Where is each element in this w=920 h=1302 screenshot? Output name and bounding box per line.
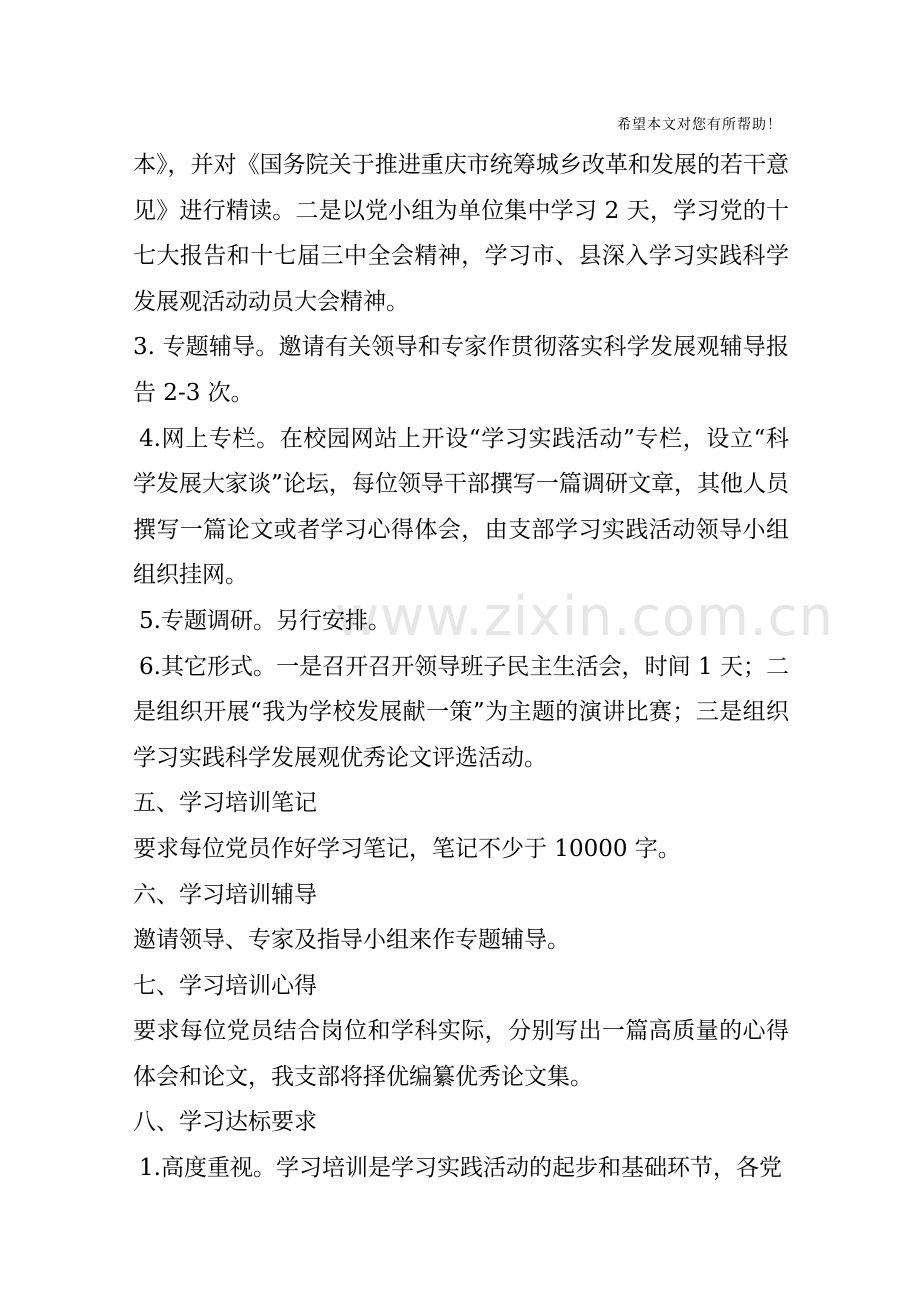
- paragraph-item-4: 4.网上专栏。在校园网站上开设“学习实践活动”专栏，设立“科学发展大家谈”论坛，每位领导干部撰写一篇调研文章，其他人员撰写一篇论文或者学习心得体会，由支部学习实践活动领导小组组织挂网。: [133, 425, 789, 589]
- paragraph-item-3: 3. 专题辅导。邀请有关领导和专家作贯彻落实科学发展观辅导报告 2-3 次。: [133, 334, 789, 406]
- paragraph-experience: 要求每位党员结合岗位和学科实际，分别写出一篇高质量的心得体会和论文，我支部将择优编纂优秀论文集。: [133, 1018, 789, 1090]
- watermark: www.zixin.com.cn: [335, 585, 834, 648]
- paragraph-item-6: 6.其它形式。一是召开召开领导班子民主生活会，时间 1 天；二是组织开展“我为学校发展献一策”为主题的演讲比赛；三是组织学习实践科学发展观优秀论文评选活动。: [133, 653, 789, 771]
- header-note: 希望本文对您有所帮助！: [617, 117, 782, 133]
- paragraph-notes: 要求每位党员作好学习笔记，笔记不少于 10000 字。: [133, 835, 681, 862]
- paragraph-tutoring: 邀请领导、专家及指导小组来作专题辅导。: [133, 927, 570, 954]
- document-body: [133, 143, 789, 1192]
- section-heading-5: 五、学习培训笔记: [133, 790, 317, 817]
- paragraph-item-5: 5.专题调研。另行安排。: [139, 607, 391, 634]
- section-heading-6: 六、学习培训辅导: [133, 881, 317, 908]
- paragraph-item-1: 1.高度重视。学习培训是学习实践活动的起步和基础环节，各党: [139, 1155, 782, 1182]
- section-heading-8: 八、学习达标要求: [133, 1109, 317, 1136]
- paragraph-continuation: 本》，并对《国务院关于推进重庆市统筹城乡改革和发展的若干意见》进行精读。二是以党小组为单位集中学习 2 天，学习党的十七大报告和十七届三中全会精神，学习市、县深入学习实践科学发展观活动动员大会精神。: [133, 152, 789, 315]
- section-heading-7: 七、学习培训心得: [133, 972, 317, 999]
